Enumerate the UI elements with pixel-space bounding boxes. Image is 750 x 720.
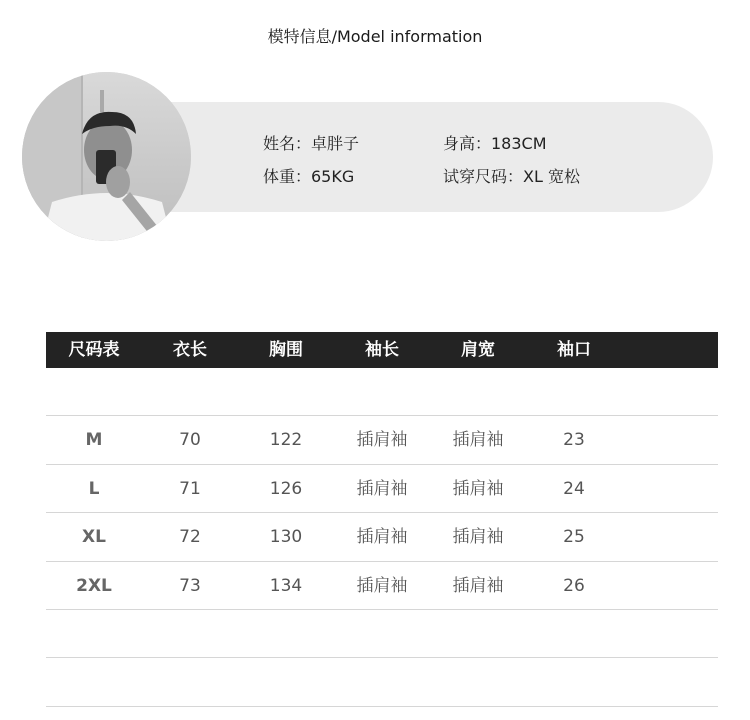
cell-sleeve-length: 插肩袖 [356, 576, 408, 596]
header-size: 尺码表 [68, 340, 120, 360]
cell-cuff: 25 [563, 527, 585, 547]
model-weight: 体重：65KG [263, 167, 355, 186]
cell-cuff: 23 [563, 430, 585, 450]
model-info-panel [140, 102, 713, 212]
cell-length: 70 [179, 430, 201, 450]
model-photo [22, 72, 191, 241]
header-length: 衣长 [173, 340, 207, 360]
cell-cuff: 24 [563, 479, 585, 499]
table-divider [46, 706, 718, 707]
table-row [46, 415, 718, 464]
cell-chest: 126 [269, 479, 303, 499]
cell-length: 73 [179, 576, 201, 596]
cell-sleeve-length: 插肩袖 [356, 527, 408, 547]
cell-shoulder: 插肩袖 [452, 479, 504, 499]
header-sleeve-length: 袖长 [365, 340, 399, 360]
cell-length: 72 [179, 527, 201, 547]
table-divider [46, 609, 718, 610]
cell-chest: 130 [269, 527, 303, 547]
cell-length: 71 [179, 479, 201, 499]
model-name: 姓名：卓胖子 [263, 134, 360, 153]
cell-shoulder: 插肩袖 [452, 430, 504, 450]
cell-sleeve-length: 插肩袖 [356, 479, 408, 499]
header-shoulder: 肩宽 [461, 340, 495, 360]
page-title: 模特信息/Model information [267, 27, 483, 46]
header-chest: 胸围 [269, 340, 303, 360]
cell-chest: 122 [269, 430, 303, 450]
model-fit-size: 试穿尺码：XL 宽松 [443, 167, 580, 186]
cell-shoulder: 插肩袖 [452, 527, 504, 547]
cell-size: XL [82, 527, 106, 547]
table-row [46, 464, 718, 513]
size-table-header [46, 332, 718, 368]
cell-size: L [88, 479, 100, 499]
model-height: 身高：183CM [443, 134, 547, 153]
model-avatar [22, 72, 191, 241]
cell-shoulder: 插肩袖 [452, 576, 504, 596]
table-divider [46, 657, 718, 658]
size-table [46, 332, 718, 596]
cell-sleeve-length: 插肩袖 [356, 430, 408, 450]
cell-size: 2XL [76, 576, 112, 596]
table-row [46, 561, 718, 610]
table-row [46, 512, 718, 561]
header-cuff: 袖口 [557, 340, 591, 360]
cell-chest: 134 [269, 576, 303, 596]
cell-cuff: 26 [563, 576, 585, 596]
cell-size: M [85, 430, 103, 450]
